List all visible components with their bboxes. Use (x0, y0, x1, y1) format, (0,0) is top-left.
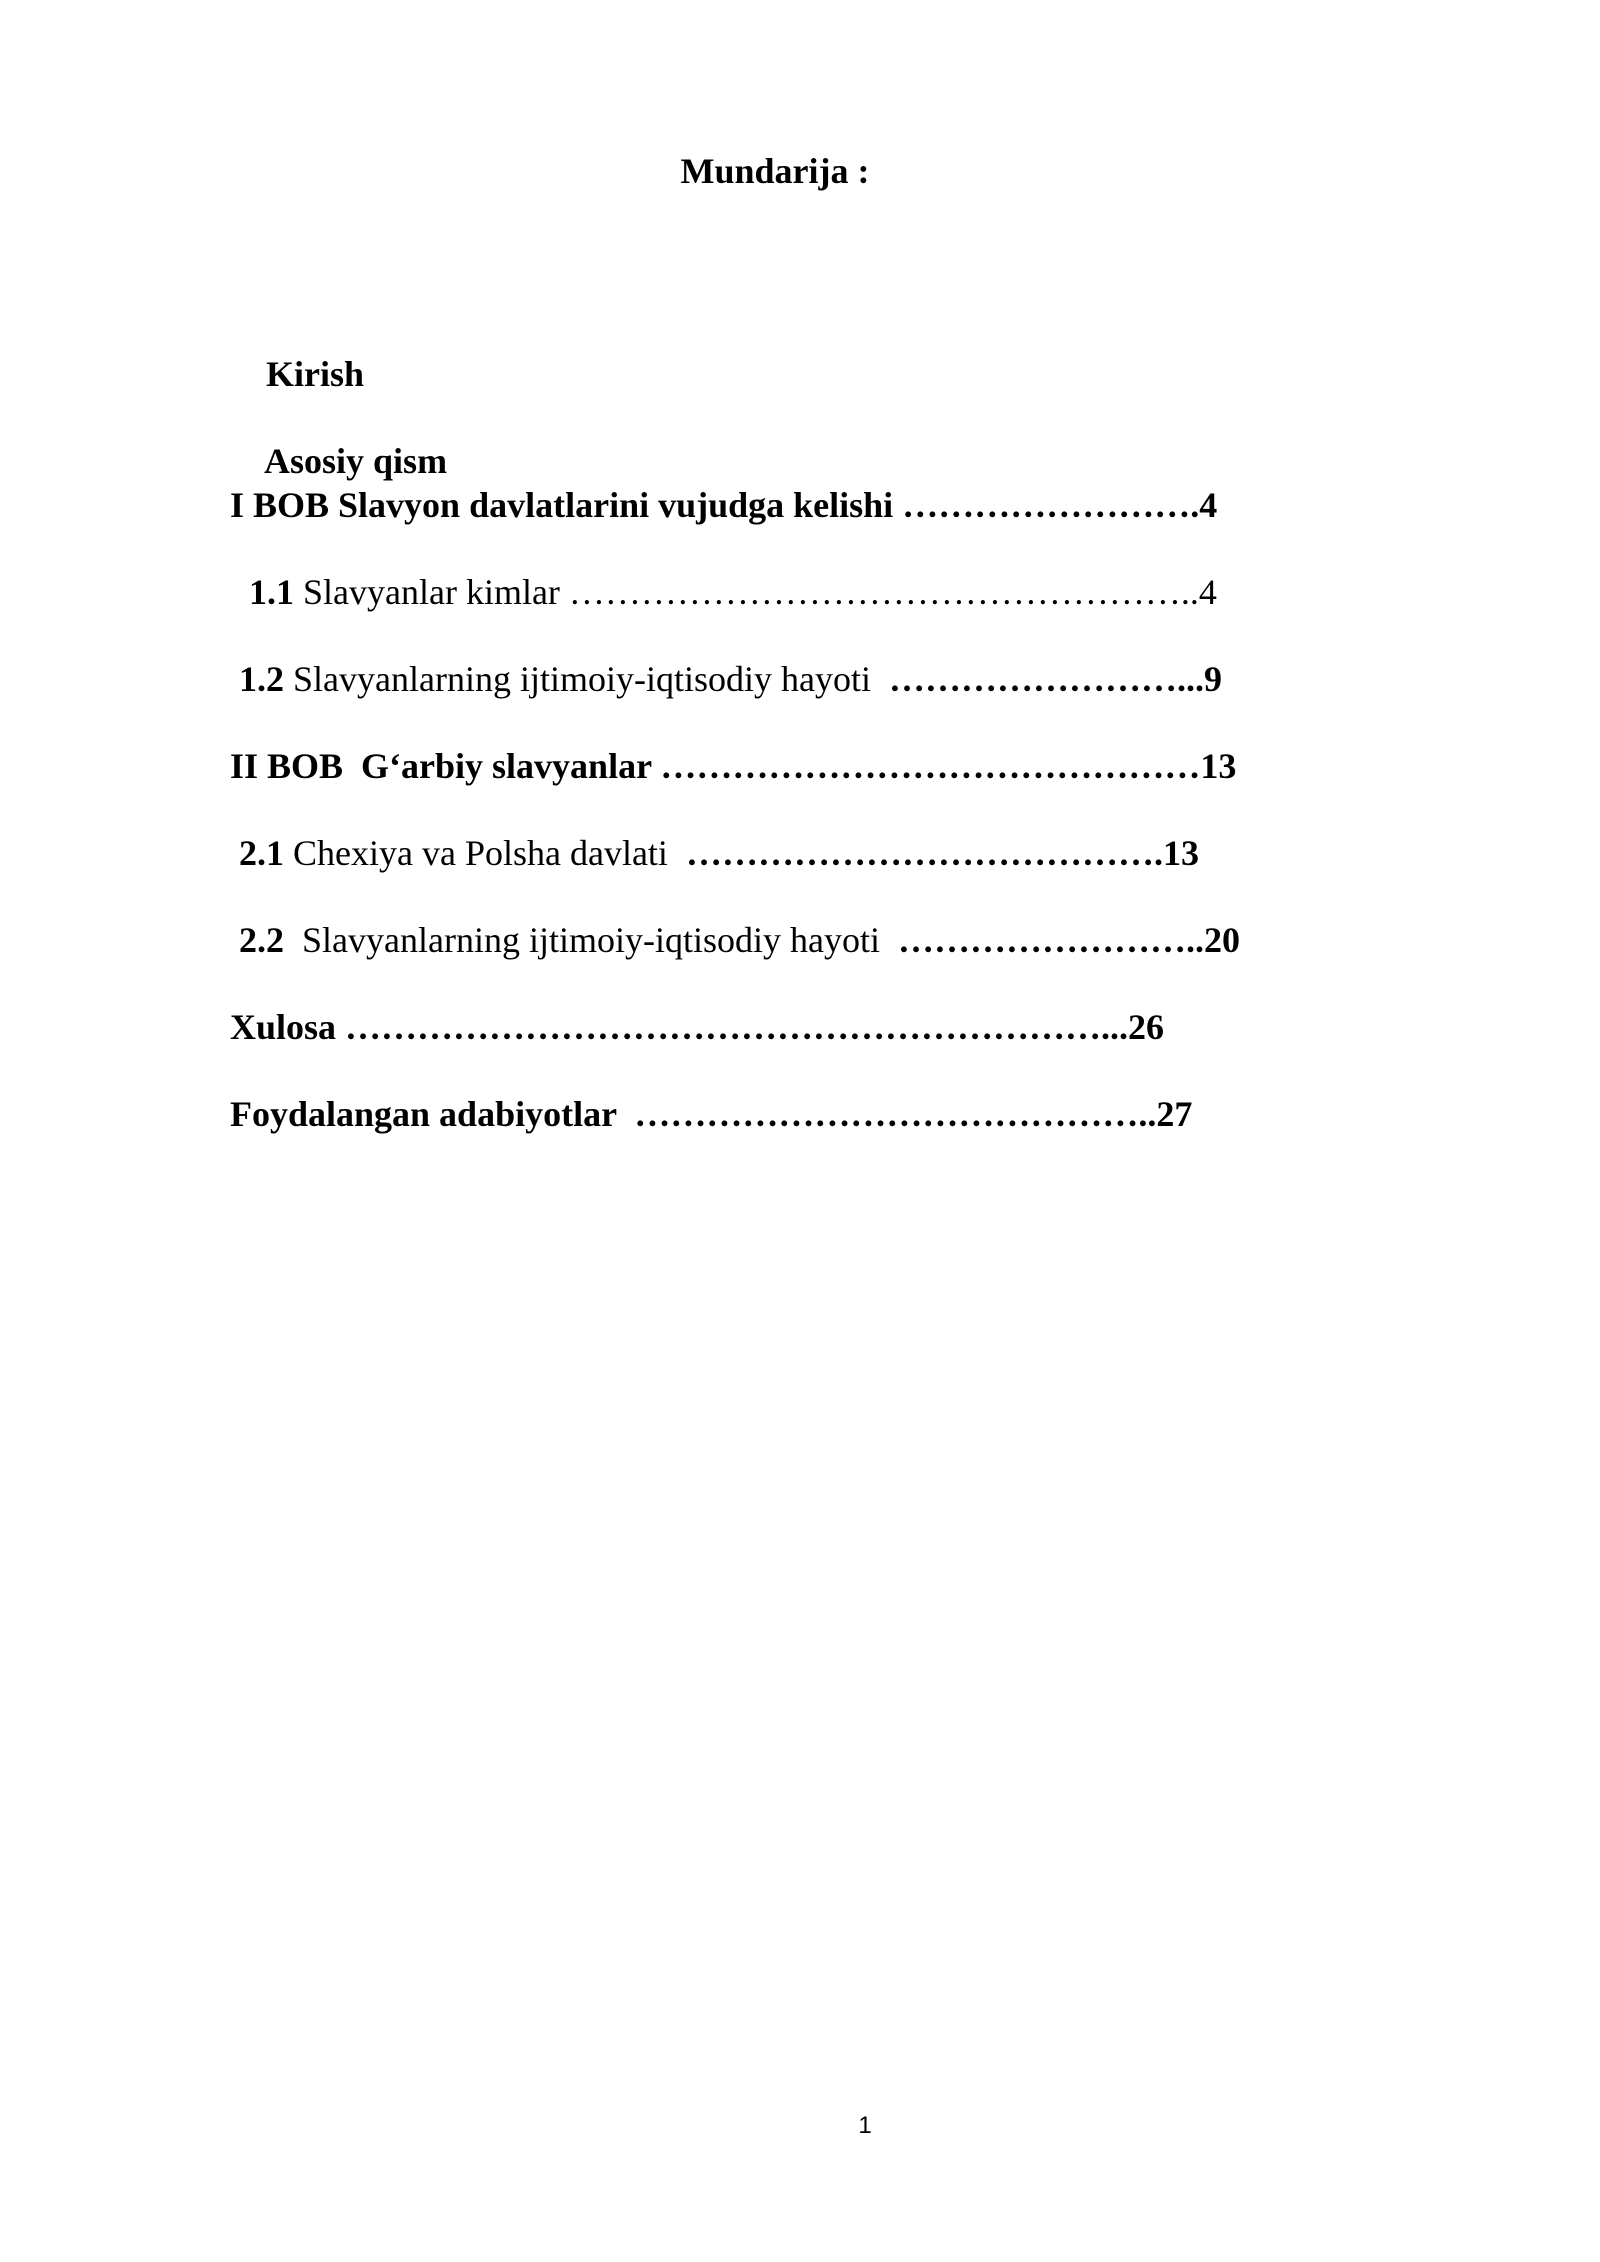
toc-text: I BOB Slavyon davlatlarini vujudga kelishi (230, 485, 903, 525)
toc-page-number: 27 (1156, 1094, 1193, 1134)
toc-section-number: 1.1 (249, 572, 294, 612)
toc-page-number: 9 (1203, 659, 1222, 699)
toc-entry-section-1-1 (249, 571, 1217, 614)
toc-leader: ……………………... (888, 659, 1204, 699)
toc-entry-section-2-2 (239, 919, 1240, 962)
toc-page-number: 4 (1199, 485, 1218, 525)
toc-entry-section-1-2 (239, 658, 1222, 701)
toc-entry-xulosa (230, 1006, 1164, 1049)
toc-text: Chexiya va Polsha davlati (284, 833, 686, 873)
toc-section-number: 2.1 (239, 833, 284, 873)
toc-entry-chapter-2 (230, 745, 1236, 788)
toc-text: Foydalangan adabiyotlar (230, 1094, 635, 1134)
toc-entry-section-2-1 (239, 832, 1199, 875)
toc-text: Slavyanlarning ijtimoiy-iqtisodiy hayoti (284, 920, 898, 960)
toc-leader: …………………………………………….. (568, 572, 1199, 612)
toc-text: Xulosa (230, 1007, 346, 1047)
toc-text: Asosiy qism (264, 441, 448, 482)
toc-page-number: 26 (1128, 1007, 1165, 1047)
toc-text: II BOB G‘arbiy slavyanlar (230, 746, 661, 786)
toc-text: Slavyanlarning ijtimoiy-iqtisodiy hayoti (284, 659, 889, 699)
page-number: 1 (858, 2112, 872, 2139)
toc-text: Slavyanlar kimlar (294, 572, 569, 612)
toc-entry-bibliography (230, 1093, 1192, 1136)
toc-leader: …………………………………….. (634, 1094, 1157, 1134)
toc-page-number: 13 (1200, 746, 1237, 786)
toc-leader: …………………………………. (685, 833, 1163, 873)
toc-page-number: 4 (1198, 572, 1217, 612)
toc-leader: …………………….. (897, 920, 1204, 960)
page-title: Mundarija : (680, 151, 870, 191)
toc-leader: ……………………………………… (660, 746, 1201, 786)
toc-entry-chapter-1 (230, 484, 1217, 527)
toc-page-number: 20 (1203, 920, 1240, 960)
toc-leader: ………………………………………………………... (345, 1007, 1129, 1047)
toc-section-number: 1.2 (239, 659, 284, 699)
toc-section-number: 2.2 (239, 920, 284, 960)
toc-leader: ……………………. (902, 485, 1200, 525)
toc-text: Kirish (266, 354, 365, 395)
toc-page-number: 13 (1162, 833, 1199, 873)
